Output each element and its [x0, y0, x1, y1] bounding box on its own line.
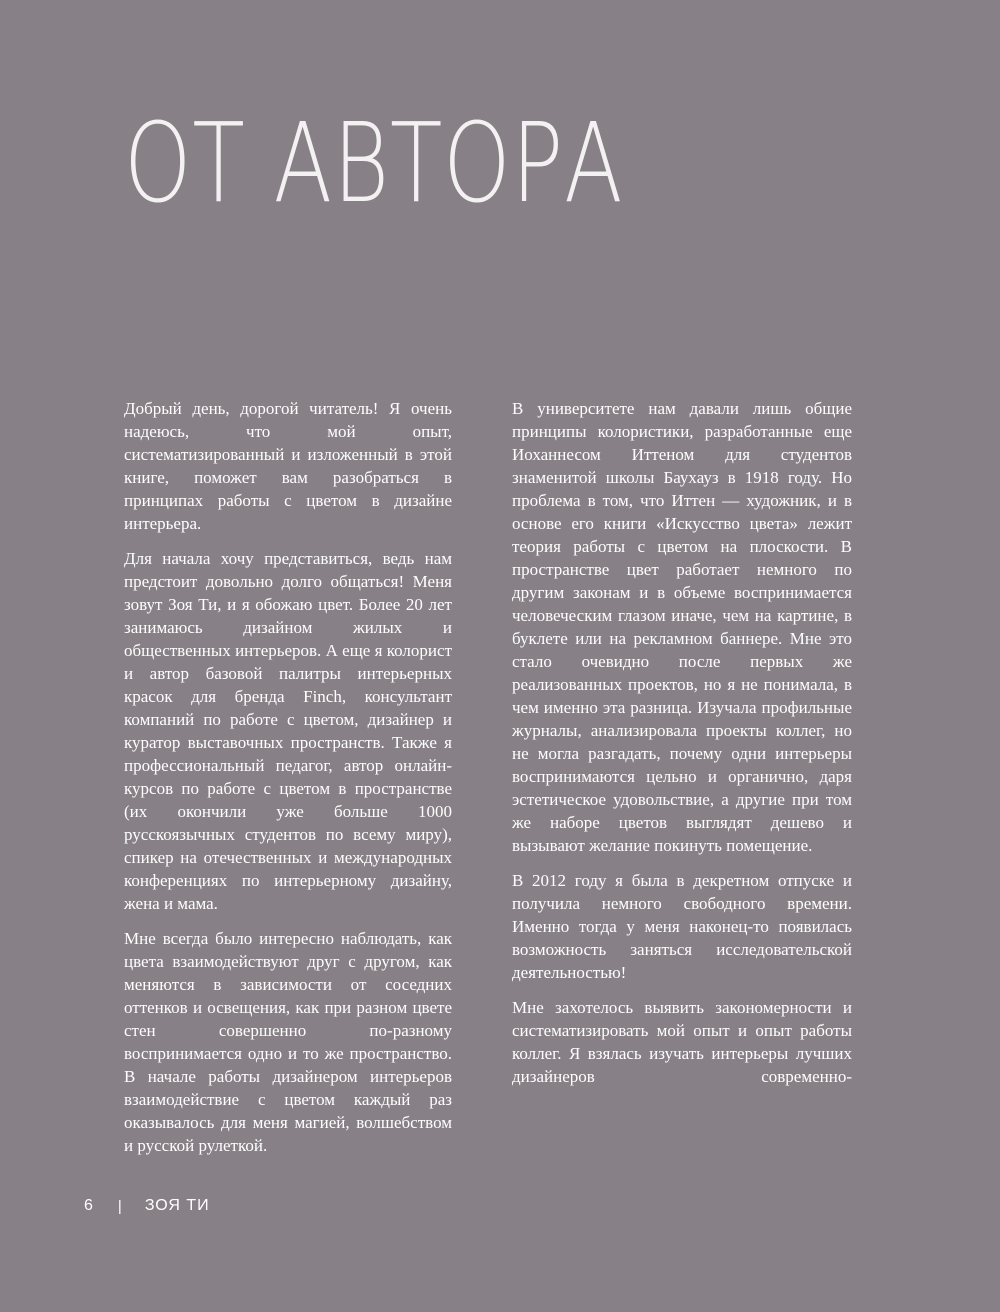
- text-column-left: [124, 397, 452, 1157]
- paragraph: Добрый день, дорогой читатель! Я очень надеюсь, что мой опыт, систематизированный и изложенный в этой книге, поможет вам разобраться в принципах работы с цветом в дизайне интерьера.: [124, 399, 452, 533]
- footer-separator: |: [117, 1197, 123, 1215]
- paragraph: В университете нам давали лишь общие принципы колористики, разработанные еще Иоханнесом Иттеном для студентов знаменитой школы Баухауз в 1918 году. Но проблема в том, что Иттен — художник, и в основе его книги «Искусство цвета» лежит теория работы с цветом на плоскости. В пространстве цвет работает немного по другим законам и в объеме воспринимается человеческим глазом иначе, чем на картине, в буклете или на рекламном баннере. Мне это стало очевидно после первых же реализованных проектов, но я не понимала, в чем именно эта разница. Изучала профильные журналы, анализировала проекты коллег, но не могла разгадать, почему одни интерьеры воспринимаются цельно и органично, даря эстетическое удовольствие, а другие при том же наборе цветов выглядят дешево и вызывают желание покинуть помещение.: [512, 399, 852, 855]
- page-footer: [84, 1197, 210, 1215]
- paragraph: Для начала хочу представиться, ведь нам предстоит довольно долго общаться! Меня зовут Зоя Ти, и я обожаю цвет. Более 20 лет занимаюсь дизайном жилых и общественных интерьеров. А еще я колорист и автор базовой палитры интерьерных красок для бренда Finch, консультант компаний по работе с цветом, дизайнер и куратор выставочных пространств. Также я профессиональный педагог, автор онлайн-курсов по работе с цветом в пространстве (их окончили уже больше 1000 русскоязычных студентов по всему миру), спикер на отечественных и международных конференциях по интерьерному дизайну, жена и мама.: [124, 549, 452, 913]
- paragraph: В 2012 году я была в декретном отпуске и получила немного свободного времени. Именно тогда у меня наконец-то появилась возможность заняться исследовательской деятельностью!: [512, 871, 852, 982]
- page-number: 6: [84, 1197, 94, 1214]
- paragraph-continued: Мне захотелось выявить закономерности и систематизировать мой опыт и опыт работы коллег. Я взялась изучать интерьеры лучших дизайнеров современно-: [512, 998, 852, 1086]
- author-name: ЗОЯ ТИ: [144, 1197, 210, 1214]
- page-title: ОТ АВТОРА: [124, 99, 624, 227]
- text-column-right: [512, 397, 852, 1088]
- paragraph: Мне всегда было интересно наблюдать, как цвета взаимодействуют друг с другом, как меняются в зависимости от соседних оттенков и освещения, как при разном цвете стен совершенно по-разному воспринимается одно и то же пространство. В начале работы дизайнером интерьеров взаимодействие с цветом каждый раз оказывалось для меня магией, волшебством и русской рулеткой.: [124, 929, 452, 1155]
